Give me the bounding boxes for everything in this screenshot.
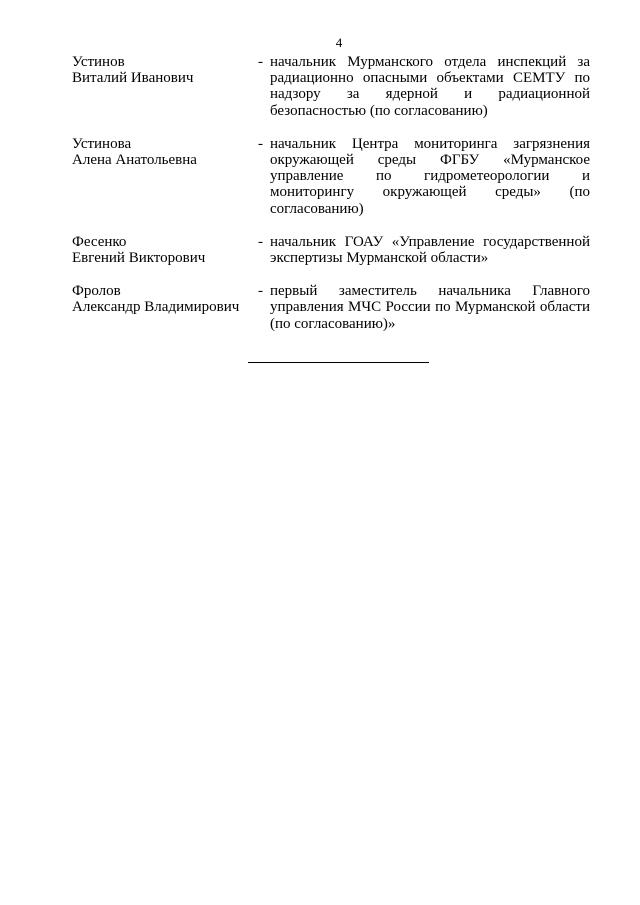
member-position: начальник Мурманского отдела инспекций за радиационно опасными объектами СЕМТУ по надзору за ядерной и радиационной безопасностью (по согласованию) (270, 54, 590, 119)
member-surname: Устинова (72, 135, 132, 152)
entry-dash: - (258, 54, 263, 70)
member-entry (72, 234, 590, 266)
member-list (72, 54, 590, 349)
member-name (72, 54, 258, 119)
member-given-name: Евгений Викторович (72, 250, 206, 267)
entry-dash: - (258, 135, 263, 152)
member-given-name: Виталий Иванович (72, 70, 194, 87)
member-name (72, 234, 258, 266)
member-name (72, 283, 258, 332)
page-number: 4 (335, 35, 343, 50)
entry-dash: - (258, 233, 263, 250)
end-divider (248, 362, 429, 363)
member-position: первый заместитель начальника Главного управления МЧС России по Мурманской области (по согласованию)» (270, 283, 590, 332)
member-surname: Устинов (72, 54, 125, 70)
member-surname: Фролов (72, 283, 121, 300)
member-position: начальник ГОАУ «Управление государственной экспертизы Мурманской области» (270, 233, 590, 267)
member-surname: Фесенко (72, 233, 127, 250)
member-position: начальник Центра мониторинга загрязнения окружающей среды ФГБУ «Мурманское управление по гидрометеорологии и мониторингу окружающей среды» (по согласованию) (270, 135, 590, 217)
member-given-name: Алена Анатольевна (72, 152, 197, 169)
member-entry (72, 54, 590, 119)
member-name (72, 136, 258, 217)
member-entry (72, 136, 590, 217)
entry-dash: - (258, 283, 263, 300)
member-given-name: Александр Владимирович (72, 299, 240, 316)
member-entry (72, 283, 590, 332)
